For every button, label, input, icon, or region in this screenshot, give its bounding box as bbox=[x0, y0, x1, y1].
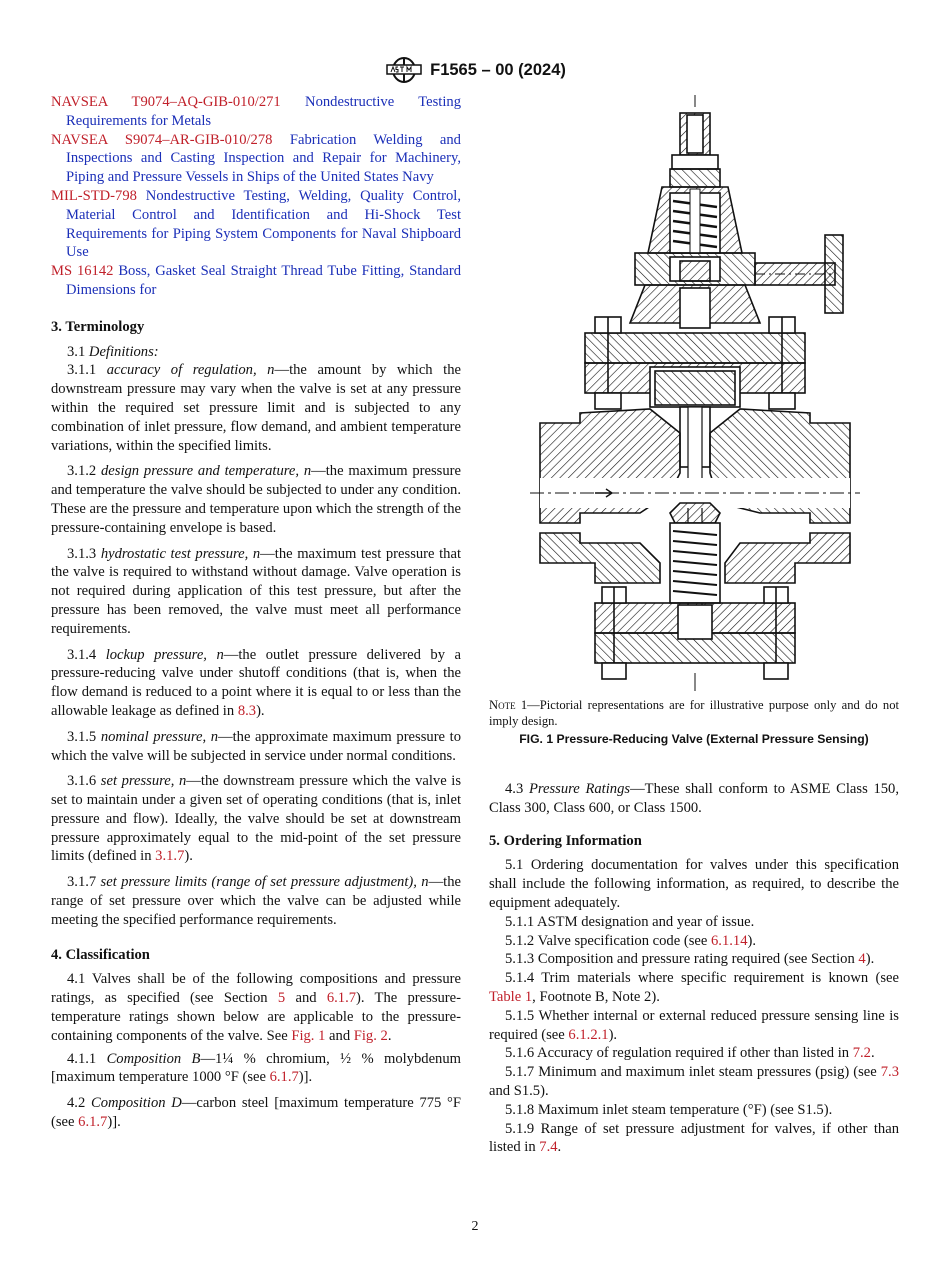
paragraph-5-1-1: 5.1.1 ASTM designation and year of issue. bbox=[505, 913, 755, 930]
section-link[interactable]: 6.1.7 bbox=[326, 990, 357, 1007]
reference-code-link[interactable]: MIL-STD-798 bbox=[51, 187, 137, 204]
reference-code-link[interactable]: NAVSEA T9074–AQ-GIB-010/271 bbox=[51, 94, 281, 110]
section-heading-classification: 4. Classification bbox=[51, 946, 150, 963]
section-link[interactable]: 8.3 bbox=[237, 702, 257, 719]
section-link[interactable]: 6.1.7 bbox=[269, 1069, 299, 1086]
section-link[interactable]: 7.4 bbox=[539, 1139, 558, 1156]
paragraph-4-2: 4.2 Composition D—carbon steel [maximum temperature 775 °F (see 6.1.7)]. bbox=[51, 1095, 461, 1131]
section-link[interactable]: 4 bbox=[858, 951, 866, 968]
section-heading-ordering-information: 5. Ordering Information bbox=[489, 832, 642, 849]
reference-code-link[interactable]: MS 16142 bbox=[51, 263, 114, 280]
paragraph-5-1-9: 5.1.9 Range of set pressure adjustment for valves, if other than listed in 7.4. bbox=[489, 1120, 899, 1156]
paragraph-5-1-7: 5.1.7 Minimum and maximum inlet steam pressures (psig) (see 7.3 and S1.5). bbox=[489, 1064, 899, 1099]
paragraph-3-1-3: 3.1.3 hydrostatic test pressure, n—the maximum test pressure that the valve is required to withstand without damage. Valve operation is not required during application of this test pressure, but after the pressure has been removed, the valve must meet all performance requirements. bbox=[51, 545, 461, 637]
reference-item bbox=[51, 93, 461, 131]
reference-title-link[interactable]: Boss, Gasket Seal Straight Thread Tube Fitting, Standard Dimensions for bbox=[66, 263, 461, 298]
reference-item bbox=[51, 131, 461, 187]
paragraph-3-1-2: 3.1.2 design pressure and temperature, n—the maximum pressure and temperature the valve should be subjected to under any condition. These are the pressure and temperature upon which the strength of the pressure-containing envelope is based. bbox=[51, 463, 461, 536]
paragraph-3-1-1: 3.1.1 accuracy of regulation, n—the amount by which the downstream pressure may vary when the valve is set at any pressure within the required set pressure limit and is subjected to any combination of inlet pressure, flow demand, and ambient temperature variations, within the specified limits. bbox=[51, 362, 461, 454]
right-column bbox=[489, 780, 899, 1157]
paragraph-3-1-7: 3.1.7 set pressure limits (range of set pressure adjustment), n—the range of set pressure over which the valve can be adjusted while meeting the specified performance requirements. bbox=[51, 874, 461, 928]
standard-designation: F1565 – 00 (2024) bbox=[430, 60, 566, 79]
section-link[interactable]: 6.1.2.1 bbox=[568, 1026, 609, 1043]
section-heading-terminology: 3. Terminology bbox=[51, 318, 145, 335]
paragraph-4-1: 4.1 Valves shall be of the following compositions and pressure ratings, as specified (see Section 5 and 6.1.7). The pressure-temperature ratings shown below are applicable to the pressure-containing components of the valve. See Fig. 1 and Fig. 2. bbox=[51, 971, 461, 1044]
paragraph-5-1-3: 5.1.3 Composition and pressure rating required (see Section 4). bbox=[505, 951, 875, 968]
paragraph-5-1-4: 5.1.4 Trim materials where specific requirement is known (see Table 1, Footnote B, Note 2). bbox=[489, 970, 899, 1005]
figure-caption: FIG. 1 Pressure-Reducing Valve (External Pressure Sensing) bbox=[519, 732, 869, 746]
section-link[interactable]: 5 bbox=[277, 990, 286, 1007]
reference-title-link[interactable]: Nondestructive Testing Requirements for Metals bbox=[66, 94, 461, 129]
figure-link[interactable]: Fig. 1 bbox=[291, 1027, 326, 1044]
astm-logo-icon bbox=[384, 56, 424, 84]
left-column bbox=[51, 93, 461, 1136]
page-header bbox=[0, 56, 950, 84]
section-link[interactable]: 7.3 bbox=[880, 1064, 899, 1081]
page-number: 2 bbox=[471, 1219, 479, 1234]
paragraph-4-3: 4.3 Pressure Ratings—These shall conform to ASME Class 150, Class 300, Class 600, or Class 1500. bbox=[489, 781, 900, 816]
paragraph-3-1: 3.1 Definitions: bbox=[67, 343, 159, 360]
reference-title-link[interactable]: Nondestructive Testing, Welding, Quality Control, Material Control and Identification and Hi-Shock Test Requirements for Piping System Components for Naval Shipboard Use bbox=[66, 187, 461, 261]
reference-code-link[interactable]: NAVSEA S9074–AR-GIB-010/278 bbox=[51, 131, 273, 148]
paragraph-4-1-1: 4.1.1 Composition B—1¼ % chromium, ½ % molybdenum [maximum temperature 1000 °F (see 6.1.7)]. bbox=[51, 1050, 462, 1086]
paragraph-3-1-6: 3.1.6 set pressure, n—the downstream pressure which the valve is set to maintain under a given set of operating conditions (that is, inlet pressure and flow). Ideally, the valve should be set at downstream pressure approximately equal to the mid-point of the set pressure limits (defined in 3.1.7). bbox=[51, 773, 462, 865]
paragraph-5-1-6: 5.1.6 Accuracy of regulation required if other than listed in 7.2. bbox=[505, 1045, 875, 1062]
valve-cross-section-figure bbox=[520, 93, 870, 693]
paragraph-5-1: 5.1 Ordering documentation for valves under this specification shall include the following information, as required, to describe the equipment adequately. bbox=[489, 857, 899, 911]
table-link[interactable]: Table 1 bbox=[489, 988, 533, 1005]
paragraph-3-1-5: 3.1.5 nominal pressure, n—the approximate maximum pressure to which the valve will be subjected in service under normal conditions. bbox=[51, 728, 461, 764]
paragraph-5-1-8: 5.1.8 Maximum inlet steam temperature (°F) (see S1.5). bbox=[505, 1101, 833, 1118]
section-link[interactable]: 7.2 bbox=[852, 1045, 871, 1062]
section-link[interactable]: 3.1.7 bbox=[155, 848, 185, 865]
section-link[interactable]: 6.1.14 bbox=[711, 932, 748, 949]
figure-note: Note 1—Pictorial representations are for illustrative purpose only and do not imply design. bbox=[489, 698, 899, 728]
reference-item bbox=[51, 187, 461, 262]
reference-title-link[interactable]: Fabrication Welding and Inspections and Casting Inspection and Repair for Machinery, Piping and Pressure Vessels in Ships of the United States Navy bbox=[66, 131, 461, 186]
section-link[interactable]: 6.1.7 bbox=[78, 1114, 108, 1131]
paragraph-5-1-5: 5.1.5 Whether internal or external reduced pressure sensing line is required (see 6.1.2.1). bbox=[489, 1007, 899, 1043]
paragraph-3-1-4: 3.1.4 lockup pressure, n—the outlet pressure delivered by a pressure-reducing valve under shutoff conditions (that is, when the flow demand is reduced to a point where it is equal to or less than the allowable leakage as defined in 8.3). bbox=[51, 646, 461, 719]
paragraph-5-1-2: 5.1.2 Valve specification code (see 6.1.14). bbox=[505, 932, 756, 949]
reference-item bbox=[51, 262, 461, 300]
figure-link[interactable]: Fig. 2 bbox=[353, 1027, 388, 1044]
